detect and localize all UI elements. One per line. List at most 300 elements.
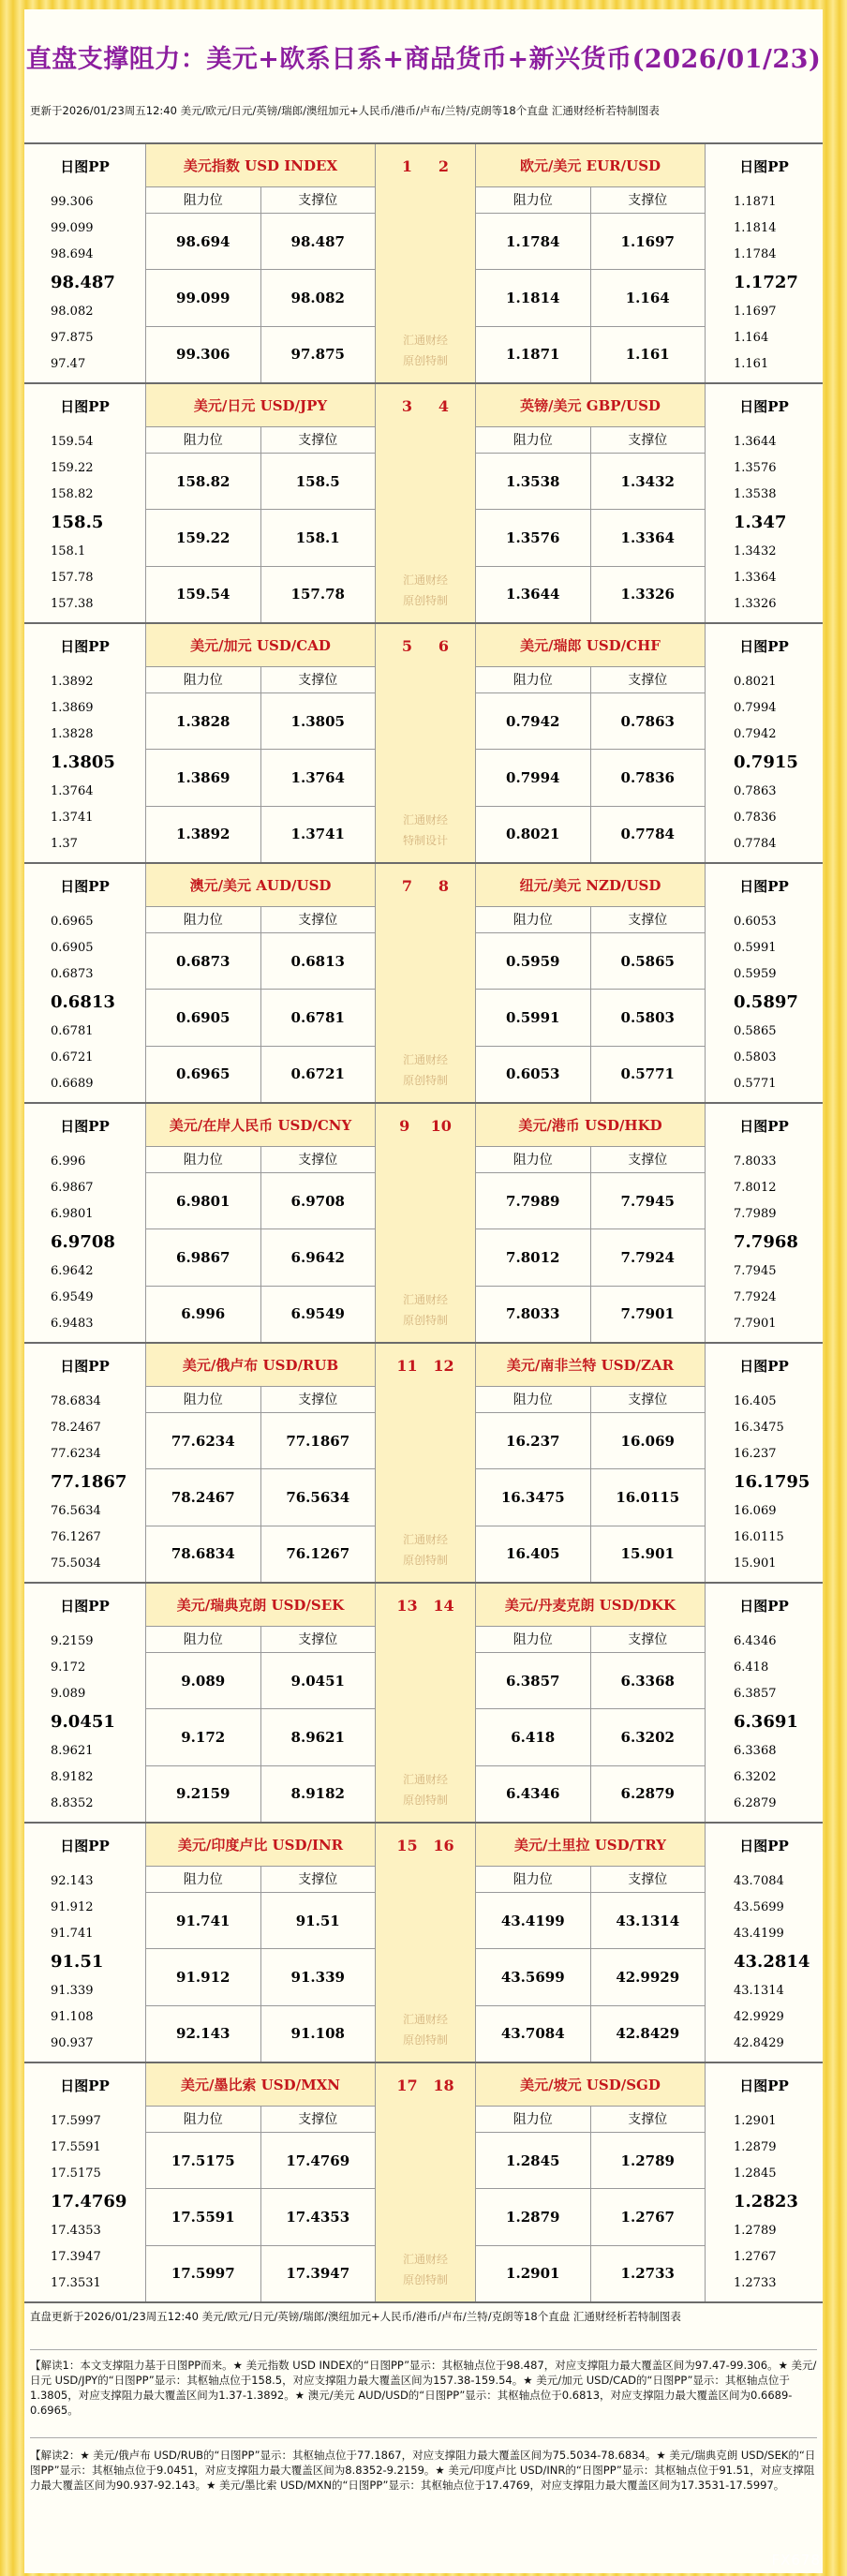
pp-level: 1.164 <box>734 330 769 345</box>
pivot-value: 91.51 <box>51 1952 104 1973</box>
pair-table-left <box>146 1824 376 2062</box>
panel-numbers <box>376 1824 475 1867</box>
level-row <box>476 567 705 622</box>
pp-levels <box>706 1627 823 1822</box>
pp-column-left <box>24 1584 146 1822</box>
support-header: 支撑位 <box>628 673 668 688</box>
support-value: 43.1314 <box>616 1912 680 1929</box>
resistance-header: 阻力位 <box>146 667 261 692</box>
level-row <box>146 807 375 862</box>
level-row <box>476 2189 705 2245</box>
resistance-value: 159.54 <box>146 567 261 622</box>
resistance-value: 16.237 <box>476 1413 591 1468</box>
pp-header: 日图PP <box>60 1117 110 1135</box>
pp-level: 0.7784 <box>734 836 777 851</box>
pp-level: 0.5991 <box>734 941 777 956</box>
level-row <box>476 933 705 990</box>
resistance-value: 0.6965 <box>146 1047 261 1102</box>
support-value: 91.339 <box>290 1968 345 1986</box>
resistance-value: 77.6234 <box>146 1413 261 1468</box>
pair-table-left <box>146 1104 376 1342</box>
pp-column-right <box>705 1104 823 1342</box>
watermark-block <box>376 667 475 862</box>
pp-header: 日图PP <box>60 1837 110 1854</box>
support-header: 支撑位 <box>628 433 668 448</box>
support-value: 0.6721 <box>290 1065 345 1083</box>
pp-level: 1.3644 <box>734 435 777 450</box>
support-value: 1.2733 <box>620 2265 675 2283</box>
level-row <box>476 214 705 270</box>
pair-rows <box>476 454 705 622</box>
pair-rows <box>476 1173 705 1342</box>
resistance-value: 159.22 <box>146 510 261 565</box>
pp-level: 75.5034 <box>51 1556 101 1571</box>
resistance-value: 7.8033 <box>476 1287 591 1342</box>
pp-level: 43.5699 <box>734 1900 784 1915</box>
pp-levels <box>24 1867 145 2062</box>
pp-level: 9.2159 <box>51 1634 94 1649</box>
pp-level: 42.9929 <box>734 2009 784 2024</box>
panel-number-right: 18 <box>433 2076 454 2094</box>
level-row <box>146 2189 375 2245</box>
pair-subheader <box>146 1867 375 1893</box>
pair-panel <box>24 864 823 1104</box>
level-row <box>146 327 375 382</box>
level-row <box>476 1893 705 1949</box>
watermark-line-1: 汇通财经 <box>402 1053 448 1066</box>
level-row <box>476 1469 705 1526</box>
pair-name: 美元指数 USD INDEX <box>146 144 375 187</box>
pp-levels <box>24 1147 145 1342</box>
pair-rows <box>146 693 375 862</box>
support-value: 17.3947 <box>286 2265 350 2283</box>
level-row <box>476 1047 705 1102</box>
pivot-value: 77.1867 <box>51 1472 127 1493</box>
pp-level: 91.741 <box>51 1926 94 1941</box>
level-row <box>476 1413 705 1469</box>
pp-level: 78.2467 <box>51 1421 101 1436</box>
support-value: 1.3741 <box>290 826 345 843</box>
level-row <box>146 2133 375 2189</box>
pp-level: 6.3202 <box>734 1769 777 1784</box>
pp-level: 6.9483 <box>51 1316 94 1331</box>
pair-rows <box>476 1893 705 2062</box>
watermark-block <box>376 1627 475 1822</box>
resistance-value: 78.6834 <box>146 1526 261 1582</box>
pair-table-left <box>146 144 376 382</box>
panel-number-left: 9 <box>399 1116 410 1135</box>
pair-name: 英镑/美元 GBP/USD <box>476 384 705 427</box>
level-row <box>146 990 375 1046</box>
pair-rows <box>146 454 375 622</box>
panel-number-left: 7 <box>401 876 413 895</box>
pivot-value: 43.2814 <box>734 1952 810 1973</box>
resistance-value: 9.172 <box>146 1709 261 1764</box>
support-header: 支撑位 <box>628 1632 668 1647</box>
panel-number-left: 1 <box>401 156 413 175</box>
pp-header: 日图PP <box>739 1837 789 1854</box>
pair-panel <box>24 1584 823 1824</box>
pair-name: 美元/在岸人民币 USD/CNY <box>146 1104 375 1147</box>
panel-number-left: 13 <box>396 1596 418 1615</box>
pp-header: 日图PP <box>60 1357 110 1375</box>
resistance-header: 阻力位 <box>476 667 591 692</box>
support-value: 8.9182 <box>290 1785 345 1803</box>
support-value: 7.7901 <box>620 1305 675 1323</box>
pp-level: 159.22 <box>51 461 94 476</box>
level-row <box>476 2133 705 2189</box>
support-header: 支撑位 <box>628 193 668 208</box>
pp-level: 0.5865 <box>734 1024 777 1039</box>
pp-level: 43.7084 <box>734 1874 784 1889</box>
pp-level: 99.099 <box>51 221 94 236</box>
resistance-value: 91.741 <box>146 1893 261 1948</box>
pair-subheader <box>146 667 375 693</box>
resistance-value: 158.82 <box>146 454 261 509</box>
pp-level: 43.4199 <box>734 1926 784 1941</box>
resistance-value: 16.405 <box>476 1526 591 1582</box>
support-value: 158.1 <box>295 529 340 546</box>
resistance-value: 6.9801 <box>146 1173 261 1228</box>
resistance-value: 7.7989 <box>476 1173 591 1228</box>
pp-header: 日图PP <box>60 2077 110 2094</box>
pair-name: 美元/俄卢布 USD/RUB <box>146 1344 375 1387</box>
panel-middle <box>376 1824 475 2062</box>
level-row <box>476 1653 705 1709</box>
panel-number-right: 4 <box>438 396 450 415</box>
pair-table-right <box>475 144 705 382</box>
pair-subheader <box>146 1627 375 1653</box>
level-row <box>476 2246 705 2301</box>
pp-level: 157.38 <box>51 596 94 611</box>
support-value: 15.901 <box>620 1545 675 1563</box>
pivot-value: 6.9708 <box>51 1232 115 1253</box>
resistance-value: 1.2845 <box>476 2133 591 2188</box>
pp-level: 7.8012 <box>734 1181 777 1196</box>
pp-column-left <box>24 1344 146 1582</box>
pivot-value: 16.1795 <box>734 1472 810 1493</box>
level-row <box>476 693 705 750</box>
page <box>24 9 823 2573</box>
pp-level: 1.2901 <box>734 2114 777 2129</box>
pp-level: 92.143 <box>51 1874 94 1889</box>
panel-middle <box>376 384 475 622</box>
pp-level: 17.3531 <box>51 2275 101 2290</box>
resistance-header: 阻力位 <box>476 1147 591 1172</box>
pp-level: 0.7863 <box>734 784 777 799</box>
pp-level: 6.996 <box>51 1154 86 1169</box>
level-row <box>476 1766 705 1822</box>
pair-name: 美元/墨比索 USD/MXN <box>146 2063 375 2107</box>
pair-panel <box>24 1104 823 1344</box>
resistance-value: 1.3892 <box>146 807 261 862</box>
support-value: 6.3202 <box>620 1728 675 1746</box>
resistance-value: 6.3857 <box>476 1653 591 1708</box>
pair-subheader <box>476 427 705 454</box>
pp-level: 158.82 <box>51 486 94 501</box>
pp-header: 日图PP <box>60 157 110 175</box>
pair-table-left <box>146 2063 376 2301</box>
watermark-line-1: 汇通财经 <box>402 334 448 347</box>
support-header: 支撑位 <box>298 193 338 208</box>
support-value: 0.7836 <box>620 768 675 786</box>
watermark-block <box>376 1387 475 1582</box>
pair-subheader <box>146 1147 375 1173</box>
footer-note-1: 【解读1：本文支撑阻力基于日图PP而来。★ 美元指数 USD INDEX的“日图PP”显示：其枢轴点位于98.487，对应支撑阻力最大覆盖区间为97.47-99.306。★ 美元/日元 USD/JPY的“日图PP”显示：其枢轴点位于158.5，对应支撑阻力最大覆盖区间为157.38-159.54。★ 美元/加元 USD/CAD的“日图PP”显示：其枢轴点位于1.3805，对应支撑阻力最大覆盖区间为1.37-1.3892。★ 澳元/美元 AUD/USD的“日图PP”显示：其枢轴点位于0.6813，对应支撑阻力最大覆盖区间为0.6689-0.6965。 <box>30 2350 817 2438</box>
watermark-line-2: 原创特制 <box>402 354 448 367</box>
level-row <box>146 1229 375 1286</box>
panel-numbers <box>376 1344 475 1387</box>
level-row <box>146 1709 375 1765</box>
pp-level: 7.7924 <box>734 1289 777 1304</box>
resistance-header: 阻力位 <box>476 907 591 932</box>
resistance-value: 1.3869 <box>146 750 261 805</box>
pair-name: 美元/南非兰特 USD/ZAR <box>476 1344 705 1387</box>
support-value: 0.5865 <box>620 952 675 970</box>
resistance-header: 阻力位 <box>476 427 591 453</box>
resistance-value: 7.8012 <box>476 1229 591 1285</box>
level-row <box>476 1709 705 1765</box>
pp-column-right <box>705 2063 823 2301</box>
pp-level: 8.9182 <box>51 1769 94 1784</box>
pp-level: 7.7989 <box>734 1206 777 1221</box>
resistance-value: 6.9867 <box>146 1229 261 1285</box>
pp-level: 0.7942 <box>734 726 777 741</box>
level-row <box>146 1653 375 1709</box>
pp-level: 16.237 <box>734 1446 777 1461</box>
pair-subheader <box>146 1387 375 1413</box>
pair-name: 美元/印度卢比 USD/INR <box>146 1824 375 1867</box>
footer-stamp: 直盘更新于2026/01/23周五12:40 美元/欧元/日元/英镑/瑞郎/澳纽加元+人民币/港币/卢布/兰特/克朗等18个直盘 汇通财经析若特制图表 <box>30 2309 817 2350</box>
level-row <box>146 693 375 750</box>
pp-level: 1.3869 <box>51 701 94 716</box>
pp-level: 90.937 <box>51 2035 94 2050</box>
resistance-value: 0.7994 <box>476 750 591 805</box>
pp-header: 日图PP <box>739 1597 789 1615</box>
resistance-value: 0.6053 <box>476 1047 591 1102</box>
pp-level: 7.8033 <box>734 1154 777 1169</box>
panel-number-left: 17 <box>396 2076 418 2094</box>
panel-number-left: 11 <box>396 1356 418 1375</box>
pp-level: 0.6053 <box>734 915 777 930</box>
pp-levels <box>24 427 145 622</box>
resistance-value: 17.5175 <box>146 2133 261 2188</box>
pp-level: 77.6234 <box>51 1446 101 1461</box>
level-row <box>146 2006 375 2062</box>
panel-number-right: 14 <box>433 1596 454 1615</box>
resistance-value: 99.306 <box>146 327 261 382</box>
pp-level: 6.9549 <box>51 1289 94 1304</box>
panel-number-left: 5 <box>401 636 413 655</box>
pp-level: 1.3364 <box>734 570 777 585</box>
pp-level: 98.694 <box>51 246 94 261</box>
support-value: 16.0115 <box>616 1488 680 1506</box>
support-value: 1.3364 <box>620 529 675 546</box>
pp-column-left <box>24 1824 146 2062</box>
resistance-value: 0.6873 <box>146 933 261 989</box>
pp-level: 97.875 <box>51 330 94 345</box>
pair-name: 美元/瑞郎 USD/CHF <box>476 624 705 667</box>
level-row <box>476 807 705 862</box>
panel-numbers <box>376 2063 475 2107</box>
level-row <box>476 1287 705 1342</box>
support-value: 6.9642 <box>290 1248 345 1266</box>
watermark-line-1: 汇通财经 <box>402 2013 448 2026</box>
pp-levels <box>706 427 823 622</box>
pp-level: 6.2879 <box>734 1795 777 1810</box>
resistance-value: 6.4346 <box>476 1766 591 1822</box>
pair-table-right <box>475 1104 705 1342</box>
pp-level: 1.2733 <box>734 2275 777 2290</box>
support-value: 1.3432 <box>620 472 675 490</box>
support-value: 1.2767 <box>620 2208 675 2226</box>
watermark-block <box>376 1867 475 2062</box>
resistance-value: 43.7084 <box>476 2006 591 2062</box>
resistance-value: 1.3644 <box>476 567 591 622</box>
pp-level: 0.6781 <box>51 1024 94 1039</box>
pp-header: 日图PP <box>60 397 110 415</box>
support-header: 支撑位 <box>298 1632 338 1647</box>
watermark-line-2: 原创特制 <box>402 1314 448 1327</box>
pp-level: 17.5175 <box>51 2166 101 2181</box>
support-header: 支撑位 <box>298 1872 338 1887</box>
support-value: 1.164 <box>625 289 670 306</box>
pair-subheader <box>476 1147 705 1173</box>
pp-column-left <box>24 1104 146 1342</box>
pair-subheader <box>146 907 375 933</box>
support-value: 7.7945 <box>620 1192 675 1210</box>
pair-table-left <box>146 864 376 1102</box>
watermark-line-2: 原创特制 <box>402 1794 448 1807</box>
level-row <box>476 2006 705 2062</box>
resistance-header: 阻力位 <box>476 1387 591 1412</box>
pp-level: 7.7901 <box>734 1316 777 1331</box>
support-header: 支撑位 <box>298 1392 338 1407</box>
pp-level: 7.7945 <box>734 1264 777 1279</box>
panel-numbers <box>376 384 475 427</box>
support-value: 98.082 <box>290 289 345 306</box>
support-header: 支撑位 <box>298 673 338 688</box>
pp-level: 1.1697 <box>734 305 777 320</box>
pp-column-left <box>24 864 146 1102</box>
pair-name: 澳元/美元 AUD/USD <box>146 864 375 907</box>
panels-container <box>24 142 823 2303</box>
watermark-line-1: 汇通财经 <box>402 813 448 826</box>
level-row <box>146 933 375 990</box>
level-row <box>476 1229 705 1286</box>
support-value: 42.9929 <box>616 1968 680 1986</box>
pp-level: 0.5771 <box>734 1076 777 1091</box>
pair-table-right <box>475 1344 705 1582</box>
pp-header: 日图PP <box>739 1117 789 1135</box>
pp-level: 0.6873 <box>51 966 94 981</box>
pair-name: 纽元/美元 NZD/USD <box>476 864 705 907</box>
panel-number-right: 8 <box>438 876 450 895</box>
pp-header: 日图PP <box>739 637 789 655</box>
resistance-value: 99.099 <box>146 270 261 325</box>
pp-level: 6.3857 <box>734 1686 777 1701</box>
watermark-line-2: 原创特制 <box>402 2273 448 2286</box>
support-value: 91.51 <box>295 1912 340 1929</box>
level-row <box>146 510 375 566</box>
pair-rows <box>476 933 705 1102</box>
pp-level: 17.5997 <box>51 2114 101 2129</box>
pair-name: 美元/日元 USD/JPY <box>146 384 375 427</box>
level-row <box>476 1949 705 2005</box>
support-value: 1.3326 <box>620 586 675 603</box>
pp-level: 1.2767 <box>734 2249 777 2264</box>
pair-subheader <box>146 2107 375 2133</box>
pair-panel <box>24 1824 823 2063</box>
pair-table-left <box>146 1344 376 1582</box>
level-row <box>146 270 375 326</box>
watermark-line-2: 特制设计 <box>402 834 448 847</box>
watermark-line-2: 原创特制 <box>402 594 448 607</box>
pair-table-left <box>146 384 376 622</box>
pp-levels <box>706 1147 823 1342</box>
support-value: 76.5634 <box>286 1488 350 1506</box>
pp-level: 78.6834 <box>51 1394 101 1409</box>
panel-numbers <box>376 864 475 907</box>
pp-levels <box>24 907 145 1102</box>
pp-level: 1.3764 <box>51 784 94 799</box>
support-header: 支撑位 <box>628 2112 668 2127</box>
support-header: 支撑位 <box>628 1872 668 1887</box>
pivot-value: 1.1727 <box>734 273 798 293</box>
pair-rows <box>146 214 375 382</box>
support-value: 42.8429 <box>616 2025 680 2043</box>
resistance-value: 0.6905 <box>146 990 261 1045</box>
resistance-value: 78.2467 <box>146 1469 261 1525</box>
support-value: 0.7863 <box>620 712 675 730</box>
pair-table-left <box>146 1584 376 1822</box>
watermark-line-1: 汇通财经 <box>402 2253 448 2266</box>
panel-numbers <box>376 624 475 667</box>
fx678-watermark: FX678 <box>771 2552 821 2569</box>
resistance-header: 阻力位 <box>146 187 261 213</box>
level-row <box>146 1173 375 1229</box>
support-value: 1.161 <box>625 346 670 364</box>
level-row <box>476 750 705 806</box>
resistance-value: 6.418 <box>476 1709 591 1764</box>
pair-subheader <box>476 667 705 693</box>
pp-level: 9.172 <box>51 1660 86 1675</box>
pair-name: 美元/丹麦克朗 USD/DKK <box>476 1584 705 1627</box>
pair-table-right <box>475 864 705 1102</box>
pp-level: 16.3475 <box>734 1421 784 1436</box>
pp-header: 日图PP <box>739 877 789 895</box>
pp-level: 0.7836 <box>734 810 777 825</box>
pivot-value: 0.5897 <box>734 992 798 1013</box>
pair-rows <box>146 1893 375 2062</box>
level-row <box>476 990 705 1046</box>
pair-table-right <box>475 384 705 622</box>
support-value: 91.108 <box>290 2025 345 2043</box>
level-row <box>146 1526 375 1582</box>
panel-number-left: 15 <box>396 1836 418 1854</box>
support-value: 0.6813 <box>290 952 345 970</box>
pp-header: 日图PP <box>739 157 789 175</box>
pp-level: 1.3741 <box>51 810 94 825</box>
pivot-value: 0.7915 <box>734 752 798 773</box>
resistance-value: 1.1871 <box>476 327 591 382</box>
pp-levels <box>706 1387 823 1582</box>
pivot-value: 158.5 <box>51 513 104 533</box>
pair-subheader <box>476 1387 705 1413</box>
resistance-value: 17.5997 <box>146 2246 261 2301</box>
pair-name: 美元/瑞典克朗 USD/SEK <box>146 1584 375 1627</box>
pp-level: 1.2789 <box>734 2224 777 2239</box>
